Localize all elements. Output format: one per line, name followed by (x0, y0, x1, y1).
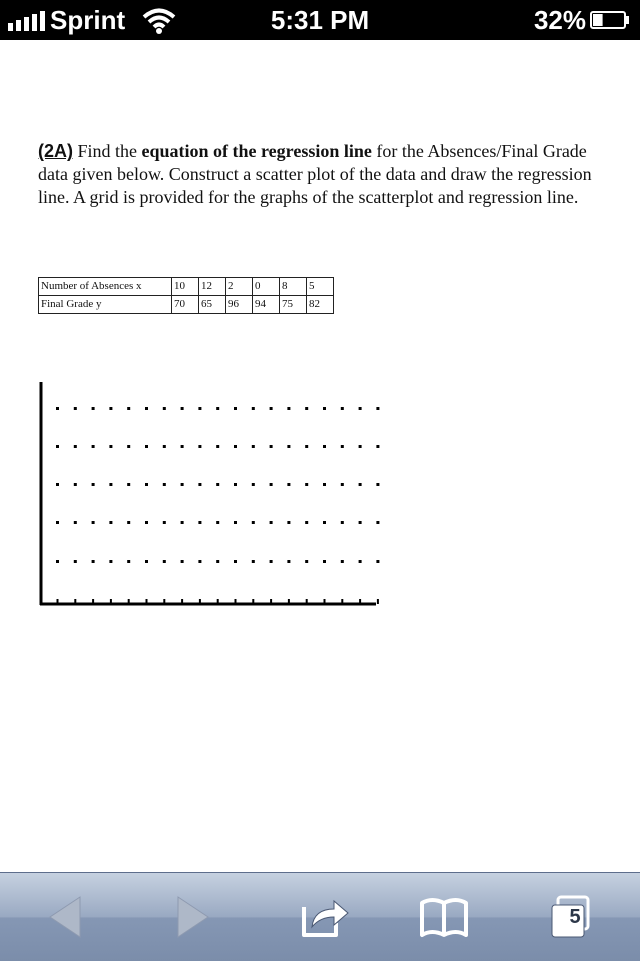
grid-dot (359, 560, 362, 563)
grid-dot (92, 407, 95, 410)
table-row (39, 296, 334, 314)
grid-dot (287, 407, 290, 410)
grid-dot (376, 521, 379, 524)
grid-dot (127, 407, 130, 410)
battery-icon (590, 11, 630, 29)
grid-dot (181, 521, 184, 524)
grid-dot (376, 483, 379, 486)
grid-dot (359, 483, 362, 486)
grid-dot (109, 521, 112, 524)
grid-dot (56, 445, 59, 448)
grid-dot (252, 560, 255, 563)
question-text-after: for the Absences/Final Grade data given below. Construct a scatter plot of the data and draw the regression line. A grid is provided for the graphs of the scatterplot and regression line. (38, 141, 592, 207)
grid-dot (323, 483, 326, 486)
grid-dot (341, 407, 344, 410)
table-cell: 82 (307, 296, 334, 314)
grid-dot (341, 560, 344, 563)
question-label: (2A) (38, 141, 73, 161)
grid-dot (252, 407, 255, 410)
grid-dot (216, 521, 219, 524)
table-row (39, 278, 334, 296)
grid-dot (305, 560, 308, 563)
grid-dot (181, 560, 184, 563)
back-arrow-icon[interactable] (46, 893, 84, 941)
grid-dot (287, 560, 290, 563)
grid-dot (163, 445, 166, 448)
grid-dot (287, 483, 290, 486)
grid-dot (109, 483, 112, 486)
grid-dot (163, 521, 166, 524)
grid-dot (359, 445, 362, 448)
grid-dot (109, 445, 112, 448)
grid-dot (74, 445, 77, 448)
grid-dot (216, 560, 219, 563)
grid-dot (181, 483, 184, 486)
grid-dot (287, 445, 290, 448)
table-cell: 10 (172, 278, 199, 296)
grid-dot (74, 483, 77, 486)
grid-dot (163, 560, 166, 563)
grid-dot (252, 483, 255, 486)
grid-dot (252, 445, 255, 448)
grid-dot (323, 521, 326, 524)
grid-dot (234, 521, 237, 524)
table-cell: 94 (253, 296, 280, 314)
grid-dot (234, 407, 237, 410)
table-cell: 65 (199, 296, 226, 314)
grid-dot (216, 407, 219, 410)
grid-dot (198, 445, 201, 448)
grid-dot (56, 407, 59, 410)
grid-dot (198, 483, 201, 486)
table-cell: 5 (307, 278, 334, 296)
question-prompt (38, 140, 618, 209)
grid-dot (376, 560, 379, 563)
grid-dot (92, 521, 95, 524)
grid-dot (74, 521, 77, 524)
grid-dot (109, 560, 112, 563)
grid-dot (181, 445, 184, 448)
grid-dot (270, 521, 273, 524)
battery-percent: 32% (533, 5, 586, 35)
grid-dot (74, 560, 77, 563)
share-icon[interactable] (298, 893, 352, 941)
grid-dot (305, 521, 308, 524)
data-table (38, 277, 334, 314)
grid-dot (145, 407, 148, 410)
scatterplot-grid (36, 380, 381, 610)
grid-dot (163, 483, 166, 486)
grid-dot (92, 483, 95, 486)
grid-dot (127, 560, 130, 563)
grid-dot (234, 445, 237, 448)
grid-dot (270, 560, 273, 563)
web-content[interactable] (0, 40, 640, 872)
grid-dot (287, 521, 290, 524)
grid-dot (376, 407, 379, 410)
grid-dot (323, 560, 326, 563)
table-cell: 0 (253, 278, 280, 296)
browser-toolbar (0, 872, 640, 961)
grid-dot (359, 521, 362, 524)
grid-dot (92, 560, 95, 563)
grid-dot (216, 483, 219, 486)
grid-dot (145, 560, 148, 563)
grid-dot (376, 445, 379, 448)
grid-dot (234, 560, 237, 563)
grid-dot (56, 483, 59, 486)
bookmarks-icon[interactable] (418, 893, 470, 941)
table-cell: 75 (280, 296, 307, 314)
question-text-before: Find the (73, 141, 142, 161)
grid-dot (145, 445, 148, 448)
grid-dot (127, 483, 130, 486)
grid-dot (145, 521, 148, 524)
grid-dot (56, 521, 59, 524)
grid-dot (341, 483, 344, 486)
grid-dot (341, 521, 344, 524)
grid-dot (359, 407, 362, 410)
grid-dot (181, 407, 184, 410)
grid-dot (270, 407, 273, 410)
grid-dot (305, 483, 308, 486)
status-bar (0, 0, 640, 40)
grid-dot (74, 407, 77, 410)
grid-dot (56, 560, 59, 563)
grid-dot (234, 483, 237, 486)
row-label: Number of Absences x (39, 278, 172, 296)
grid-dot (198, 521, 201, 524)
table-cell: 2 (226, 278, 253, 296)
grid-dot (341, 445, 344, 448)
row-label: Final Grade y (39, 296, 172, 314)
grid-dot (109, 407, 112, 410)
grid-dot (198, 560, 201, 563)
table-cell: 70 (172, 296, 199, 314)
grid-dot (127, 521, 130, 524)
grid-dot (305, 445, 308, 448)
status-time: 5:31 PM (270, 5, 370, 35)
grid-dot (270, 483, 273, 486)
question-bold-text: equation of the regression line (141, 141, 372, 161)
grid-dot (305, 407, 308, 410)
table-cell: 8 (280, 278, 307, 296)
tabs-count[interactable]: 5 (569, 906, 581, 928)
grid-dot (323, 445, 326, 448)
table-cell: 96 (226, 296, 253, 314)
forward-arrow-icon[interactable] (174, 893, 212, 941)
grid-dot (145, 483, 148, 486)
grid-dot (252, 521, 255, 524)
grid-dot (92, 445, 95, 448)
grid-dot (198, 407, 201, 410)
grid-dot (270, 445, 273, 448)
grid-dot (323, 407, 326, 410)
grid-dot (163, 407, 166, 410)
carrier-name: Sprint (50, 5, 126, 35)
table-cell: 12 (199, 278, 226, 296)
grid-dot (127, 445, 130, 448)
grid-dot (216, 445, 219, 448)
